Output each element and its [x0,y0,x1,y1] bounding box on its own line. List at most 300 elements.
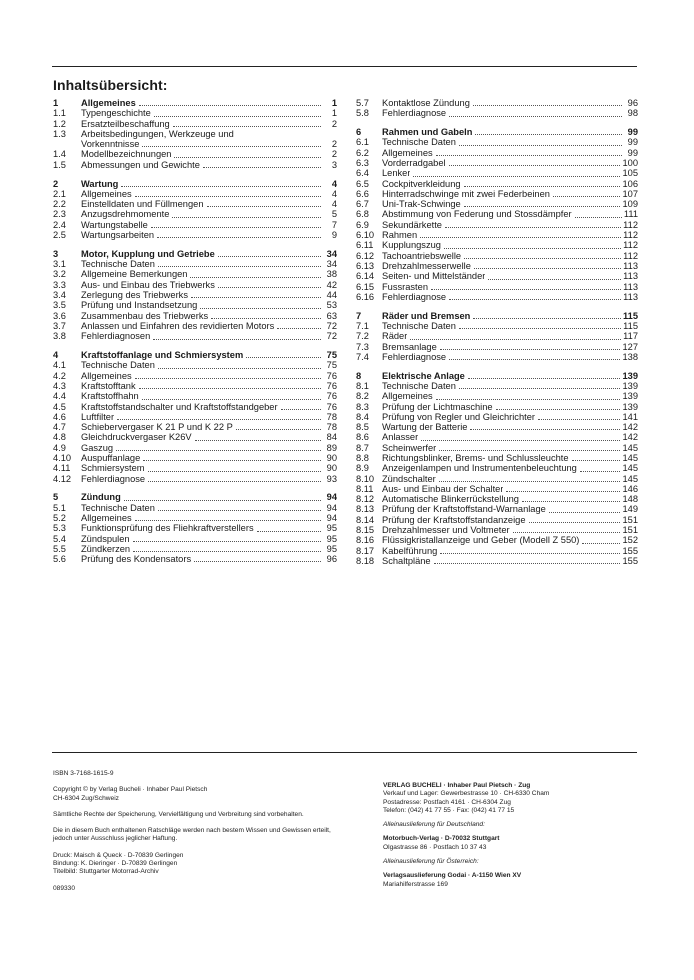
toc-entry [53,443,337,453]
toc-page-number: 9 [331,230,337,241]
dot-leader [421,440,620,441]
toc-entry [356,463,638,473]
toc-entry [53,534,337,544]
toc-title: Räder [382,331,408,342]
toc-number: 1 [53,98,59,108]
toc-number: 8.17 [356,545,375,556]
toc-title: Allgemeines [81,188,132,199]
toc-entry [53,331,337,341]
dot-leader [195,440,321,441]
toc-number: 8.8 [356,453,369,463]
toc-title: Flüssigkristallanzeige und Geber (Modell Z 550) [382,535,580,546]
toc-number: 6.6 [356,188,369,199]
toc-page-number: 155 [622,555,638,566]
toc-entry [356,321,638,331]
toc-number: 8.1 [356,380,369,391]
dot-leader [470,429,620,430]
toc-number: 6.15 [356,281,375,292]
toc-title: Modellbezeichnungen [81,149,172,160]
isbn: ISBN 3-7168-1615-9 [53,770,114,777]
toc-title: Prüfung der Lichtmaschine [382,401,493,412]
toc-page-number: 142 [622,422,638,433]
dot-leader [190,277,321,278]
toc-page-number: 112 [623,219,638,230]
toc-title: Schmiersystem [81,463,145,474]
dot-leader [459,328,621,329]
toc-title: Kraftstoffstandschalter und Kraftstoffstandgeber [81,401,278,412]
toc-number: 5.3 [53,523,66,534]
toc-page-number: 139 [622,401,638,412]
toc-number: 6.12 [356,250,375,261]
toc-number: 1.4 [53,149,66,160]
toc-number: 8.12 [356,494,375,505]
toc-entry [356,292,638,302]
dot-leader [436,155,622,156]
toc-entry [53,119,337,129]
toc-number: 8.7 [356,442,369,453]
toc-title: Scheinwerfer [382,442,437,453]
toc-number: 4.3 [53,380,66,391]
toc-number: 6.1 [356,137,369,148]
toc-page-number: 139 [622,370,638,381]
toc-title: Fehlerdiagnose [382,291,447,302]
dot-leader [468,378,621,379]
dot-leader [135,378,321,379]
toc-entry [356,137,638,147]
rights-notice: Sämtliche Rechte der Speicherung, Vervielfältigung und Verbreitung sind vorbehalten. [53,810,304,818]
toc-title: Prüfung der Kraftstoffstandanzeige [382,514,526,525]
disclaimer-line-2: jedoch unter Ausschluss jeglicher Haftung. [53,835,178,843]
dot-leader [151,227,321,228]
toc-title: Kontaktlose Zündung [382,98,470,108]
toc-page-number: 113 [623,271,638,282]
toc-title: Seiten- und Mittelständer [382,271,486,282]
toc-page-number: 98 [627,108,638,119]
toc-title: Gaszug [81,442,114,453]
imprint-right [383,782,638,889]
dot-leader [194,561,321,562]
dot-leader [211,318,321,319]
toc-entry [356,199,638,209]
toc-title: Rahmen und Gabeln [382,127,473,138]
toc-page-number: 3 [331,159,337,170]
toc-title: Tachoantriebswelle [382,250,462,261]
toc-number: 3.2 [53,269,66,280]
toc-number: 4.9 [53,442,66,453]
toc-title: Kraftstoffanlage und Schmiersystem [81,350,244,361]
dot-leader [431,289,621,290]
toc-page-number: 75 [326,360,337,371]
toc-entry [53,503,337,513]
toc-page-number: 145 [622,453,638,463]
toc-title: Abstimmung von Federung und Stossdämpfer [382,209,572,220]
toc-title: Automatische Blinkerrückstellung [382,494,519,505]
dot-leader [575,217,622,218]
toc-page-number: 117 [623,331,638,342]
dot-leader [572,460,621,461]
toc-entry [53,108,337,118]
toc-entry [53,391,337,401]
toc-title: Zündschalter [382,473,436,484]
dot-leader [473,318,621,319]
print-code: 089330 [53,884,76,892]
toc-page-number: 146 [622,483,638,494]
toc-title: Ersatzteilbeschaffung [81,118,170,129]
toc-entry [356,352,638,362]
toc-entry [53,463,337,473]
toc-title: Motor, Kupplung und Getriebe [81,248,215,259]
toc-entry [356,189,638,199]
dot-leader [488,279,621,280]
toc-entry [53,554,337,564]
toc-number: 4.6 [53,411,66,422]
toc-page-number: 112 [623,250,638,261]
toc-page-number: 152 [622,535,638,546]
dot-leader [464,206,621,207]
toc-title: Zerlegung des Triebwerks [81,290,188,301]
toc-page-number: 112 [623,230,638,241]
toc-page-number: 38 [326,269,337,280]
dot-leader [549,512,621,513]
toc-page-number: 89 [326,442,337,453]
toc-number: 6 [356,127,362,138]
dot-leader [172,217,321,218]
toc-title: Elektrische Anlage [382,370,465,381]
toc-entry [53,422,337,432]
toc-page-number: 151 [622,525,638,536]
dot-leader [459,388,621,389]
toc-title: Anlassen und Einfahren des revidierten Motors [81,320,275,331]
toc-page-number: 2 [331,149,337,160]
austria-address: Mariahilferstrasse 169 [383,880,448,888]
binding-credit: Bindung: K. Dieringer · D-70839 Gerlingen [53,860,178,868]
toc-number: 4.1 [53,360,66,371]
dot-leader [200,308,321,309]
dot-leader [154,116,321,117]
toc-title: Wartung der Batterie [382,422,468,433]
print-credit: Druck: Maisch & Queck · D-70839 Gerlingen [53,851,184,859]
dot-leader [135,520,321,521]
toc-entry [356,251,638,261]
toc-number: 8.15 [356,525,375,536]
toc-title: Anzugsdrehmomente [81,209,170,220]
toc-page-number: 75 [326,350,337,361]
toc-number: 3.3 [53,279,66,290]
dot-leader [580,471,621,472]
toc-entry [356,391,638,401]
dot-leader [439,481,621,482]
dot-leader [277,328,321,329]
toc-title: Allgemeines [382,391,433,402]
toc-number: 6.9 [356,219,369,230]
toc-page-number: 4 [331,178,337,189]
toc-title: Allgemeines [81,98,136,108]
dot-leader [191,297,321,298]
toc-page-number: 141 [622,411,638,422]
toc-entry [53,280,337,290]
toc-number: 6.2 [356,147,369,158]
toc-entry [356,108,638,118]
toc-title: Allgemeines [81,370,132,381]
toc-title: Anzeigenlampen und Instrumentenbeleuchtung [382,463,577,474]
toc-page-number: 76 [326,401,337,412]
dot-leader [410,339,621,340]
dot-leader [153,339,321,340]
toc-column-right [356,98,638,566]
toc-page-number: 72 [326,320,337,331]
toc-entry [53,513,337,523]
toc-entry [53,523,337,533]
toc-title: Vorkenntnisse [81,139,140,150]
toc-page-number: 142 [622,432,638,443]
toc-entry [356,209,638,219]
toc-page-number: 34 [326,248,337,259]
dot-leader [148,471,321,472]
toc-number: 4.10 [53,453,72,463]
publisher-post: Postadresse: Postfach 4161 · CH-6304 Zug [383,798,511,806]
toc-page-number: 95 [326,523,337,534]
dot-leader [148,481,321,482]
germany-address: Olgastrasse 86 · Postfach 10 37 43 [383,843,487,851]
toc-page-number: 109 [622,199,638,210]
dot-leader [522,501,621,502]
dot-leader [506,491,620,492]
section-gap [356,302,638,311]
toc-title: Prüfung der Kraftstoffstand-Warnanlage [382,504,546,515]
toc-number: 8.10 [356,473,375,484]
dot-leader [413,176,620,177]
toc-page-number: 138 [622,351,638,362]
toc-number: 7.2 [356,331,369,342]
toc-page-number: 1 [331,98,337,108]
dot-leader [436,399,621,400]
toc-entry [356,282,638,292]
toc-title: Lenker [382,168,411,179]
toc-number: 7.3 [356,341,369,352]
toc-title: Aus- und Einbau des Triebwerks [81,279,215,290]
toc-title: Technische Daten [81,259,155,270]
toc-title: Prüfung des Kondensators [81,554,192,565]
toc-title: Technische Daten [81,502,155,513]
toc-page-number: 90 [326,453,337,463]
toc-page-number: 115 [623,320,638,331]
dot-leader [582,543,620,544]
toc-page-number: 99 [627,137,638,148]
toc-title: Wartungsarbeiten [81,230,155,241]
toc-number: 8.2 [356,391,369,402]
toc-column-left [53,98,337,564]
toc-entry [53,230,337,240]
toc-entry [53,220,337,230]
toc-entry [53,474,337,484]
toc-title: Allgemeines [81,512,132,523]
section-gap [53,240,337,249]
toc-entry [53,311,337,321]
toc-page-number: 113 [623,281,638,292]
toc-page-number: 151 [622,514,638,525]
toc-number: 1.5 [53,159,66,170]
toc-number: 5.8 [356,108,369,119]
dot-leader [173,126,321,127]
toc-entry [53,269,337,279]
toc-page-number: 93 [326,473,337,484]
toc-number: 4 [53,350,59,361]
toc-entry [356,453,638,463]
toc-section [356,127,638,137]
toc-entry [356,179,638,189]
toc-page-number: 112 [623,240,638,251]
toc-entry [356,240,638,250]
toc-entry [356,515,638,525]
toc-page-number: 99 [627,147,638,158]
toc-title: Bremsanlage [382,341,437,352]
toc-title: Hinterradschwinge mit zwei Federbeinen [382,188,550,199]
toc-page-number: 115 [623,310,638,321]
dot-leader [496,409,621,410]
toc-number: 8.4 [356,411,369,422]
toc-page-number: 4 [331,188,337,199]
dot-leader [133,541,321,542]
toc-title: Uni-Trak-Schwinge [382,199,461,210]
toc-entry [53,209,337,219]
toc-page-number: 2 [331,139,337,150]
toc-page-number: 76 [326,391,337,402]
toc-page-number: 94 [326,492,337,503]
toc-number: 3.8 [53,331,66,342]
toc-title: Vorderradgabel [382,157,446,168]
toc-number: 4.12 [53,473,72,484]
toc-entry [356,546,638,556]
toc-number: 1.2 [53,118,66,129]
toc-number: 5.7 [356,98,369,108]
toc-entry [356,271,638,281]
toc-entry [53,259,337,269]
toc-entry [356,494,638,504]
dot-leader [439,450,620,451]
toc-number: 2.1 [53,188,66,199]
toc-page-number: 145 [622,463,638,474]
toc-title: Richtungsblinker, Brems- und Schlussleuchte [382,453,569,463]
section-gap [356,362,638,371]
toc-page-number: 44 [326,290,337,301]
toc-page-number: 94 [326,512,337,523]
toc-title: Kupplungszug [382,240,441,251]
dot-leader [121,186,321,187]
toc-entry [356,98,638,108]
toc-entry [356,148,638,158]
toc-title: Zusammenbau des Triebwerks [81,310,209,321]
dot-leader [142,399,321,400]
toc-number: 8.13 [356,504,375,515]
toc-title: Arbeitsbedingungen, Werkzeuge und [81,128,234,139]
toc-page-number: 105 [622,168,638,179]
toc-title: Kraftstoffhahn [81,391,139,402]
dot-leader [133,551,321,552]
toc-number: 1.3 [53,128,66,139]
toc-page-number: 84 [326,432,337,443]
toc-entry [356,504,638,514]
toc-page-number: 94 [326,502,337,513]
toc-number: 5.5 [53,543,66,554]
toc-title: Zündkerzen [81,543,131,554]
dot-leader [158,266,321,267]
toc-page-number: 145 [622,473,638,484]
dot-leader [174,157,321,158]
toc-title: Drehzahlmesser und Voltmeter [382,525,510,536]
toc-page-number: 100 [622,157,638,168]
toc-number: 3.4 [53,290,66,301]
toc-title: Technische Daten [382,320,456,331]
toc-page-number: 95 [326,533,337,544]
dot-leader [158,368,321,369]
toc-entry [53,453,337,463]
toc-number: 8 [356,370,362,381]
toc-page-number: 78 [326,422,337,433]
section-gap [53,170,337,179]
toc-entry [53,160,337,170]
toc-entry [356,535,638,545]
toc-entry [356,220,638,230]
toc-entry [53,360,337,370]
toc-page-number: 1 [331,108,337,119]
toc-title: Technische Daten [382,380,456,391]
dot-leader [207,206,322,207]
toc-section [53,492,337,502]
toc-page-number: 96 [326,554,337,565]
dot-leader [139,105,321,106]
toc-page-number: 127 [622,341,638,352]
toc-entry [53,300,337,310]
toc-number: 3.5 [53,300,66,311]
toc-page-number: 145 [622,442,638,453]
austria-distributor: Verlagsauslieferung Godai · A-1150 Wien XV [383,872,522,880]
imprint-left [53,770,373,893]
page-title: Inhaltsübersicht: [53,77,168,93]
toc-entry [53,381,337,391]
toc-page-number: 139 [622,391,638,402]
dot-leader [449,299,621,300]
toc-section [53,179,337,189]
toc-title: Schiebervergaser K 21 P und K 22 P [81,422,233,433]
toc-title: Technische Daten [382,137,456,148]
toc-entry [53,129,337,139]
toc-number: 3.1 [53,259,66,270]
toc-title: Wartung [81,178,119,189]
toc-number: 6.4 [356,168,369,179]
dot-leader [464,258,621,259]
toc-entry [53,199,337,209]
toc-entry [356,525,638,535]
toc-page-number: 90 [326,463,337,474]
toc-title: Kabelführung [382,545,438,556]
dot-leader [513,532,621,533]
toc-section [53,350,337,360]
toc-entry [356,412,638,422]
dot-leader [434,563,621,564]
toc-entry [356,484,638,494]
dot-leader [464,186,621,187]
dot-leader [124,500,321,501]
germany-distributor: Motorbuch-Verlag · D-70032 Stuttgart [383,835,500,843]
dot-leader [459,145,622,146]
toc-section [53,249,337,259]
toc-page-number: 99 [627,127,638,138]
top-rule [52,66,637,67]
dot-leader [475,134,622,135]
toc-page-number: 111 [623,209,638,220]
bottom-rule [52,752,637,753]
toc-title: Zündspulen [81,533,130,544]
